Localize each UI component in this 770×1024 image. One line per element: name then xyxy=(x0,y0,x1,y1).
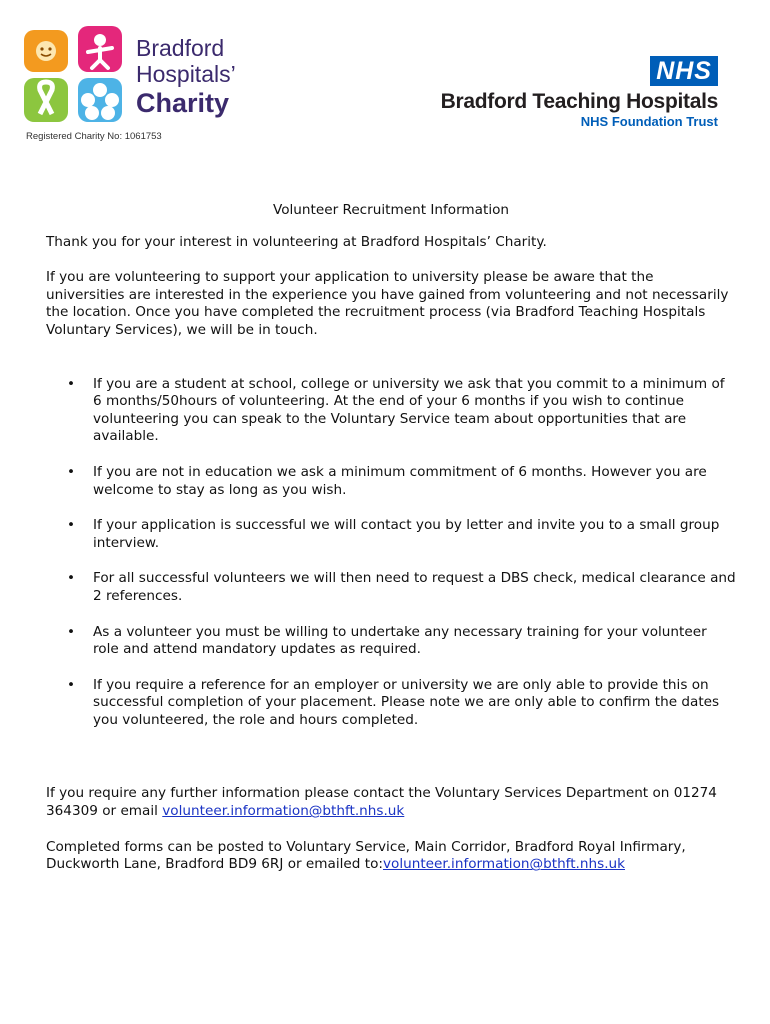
list-item-text: If you are not in education we ask a minimum commitment of 6 months. However you are welcome to stay as long as you wish. xyxy=(93,463,707,498)
bullet-icon: • xyxy=(67,570,76,587)
list-item xyxy=(46,624,736,659)
list-item-text: If you are a student at school, college or university we ask that you commit to a minimum of 6 months/50hours of volunteering. At the end of your 6 months if you wish to continue volunteering you can speak to the Voluntary Service team about opportunities that are available. xyxy=(93,375,725,445)
requirements-list xyxy=(46,376,736,730)
list-item xyxy=(46,376,736,446)
postal-text: Completed forms can be posted to Voluntary Service, Main Corridor, Bradford Royal Infirmary, Duckworth Lane, Bradford BD9 6RJ or emailed to: xyxy=(46,838,686,873)
charity-logo xyxy=(24,26,244,122)
bullet-icon: • xyxy=(67,517,76,534)
list-item xyxy=(46,464,736,499)
postal-paragraph xyxy=(46,839,736,874)
contact-text: If you require any further information please contact the Voluntary Services Department on 01274 364309 or email xyxy=(46,785,717,820)
charity-name-line3: Charity xyxy=(136,88,230,118)
bullet-icon: • xyxy=(67,463,76,480)
bullet-icon: • xyxy=(67,623,76,640)
nhs-org-name: Bradford Teaching Hospitals xyxy=(440,90,718,113)
list-item-text: If you require a reference for an employer or university we are only able to provide this on successful completion of your placement. Please note we are only able to confirm the dates you volunteered, the role and hours completed. xyxy=(93,676,720,728)
charity-name-line1: Bradford xyxy=(136,35,225,61)
nhs-logo xyxy=(441,56,718,129)
university-paragraph: If you are volunteering to support your application to university please be aware that the universities are interested in the experience you have gained from volunteering and not necessarily the location. Once you have completed the recruitment process (via Bradford Teaching Hospitals Voluntary Services), we will be in touch. xyxy=(46,269,729,338)
list-item xyxy=(46,517,736,552)
list-item-text: For all successful volunteers we will then need to request a DBS check, medical clearance and 2 references. xyxy=(93,570,736,604)
charity-name-line2: Hospitals’ xyxy=(136,61,236,87)
bullet-icon: • xyxy=(67,676,76,693)
list-item xyxy=(46,570,736,605)
contact-email-link[interactable]: volunteer.information@bthft.nhs.uk xyxy=(162,803,405,820)
bullet-icon: • xyxy=(67,375,76,392)
charity-registration: Registered Charity No: 1061753 xyxy=(26,131,162,142)
list-item xyxy=(46,677,736,730)
document-body xyxy=(46,202,736,892)
document-title: Volunteer Recruitment Information xyxy=(272,202,510,218)
postal-email-link[interactable]: volunteer.information@bthft.nhs.uk xyxy=(382,856,626,873)
intro-paragraph: Thank you for your interest in volunteering at Bradford Hospitals’ Charity. xyxy=(46,233,547,250)
list-item-text: If your application is successful we will contact you by letter and invite you to a small group interview. xyxy=(93,517,720,551)
contact-paragraph xyxy=(46,785,736,820)
nhs-badge: NHS xyxy=(650,56,718,86)
nhs-trust-name: NHS Foundation Trust xyxy=(580,114,718,129)
list-item-text: As a volunteer you must be willing to undertake any necessary training for your volunteer role and attend mandatory updates as required. xyxy=(93,623,707,658)
